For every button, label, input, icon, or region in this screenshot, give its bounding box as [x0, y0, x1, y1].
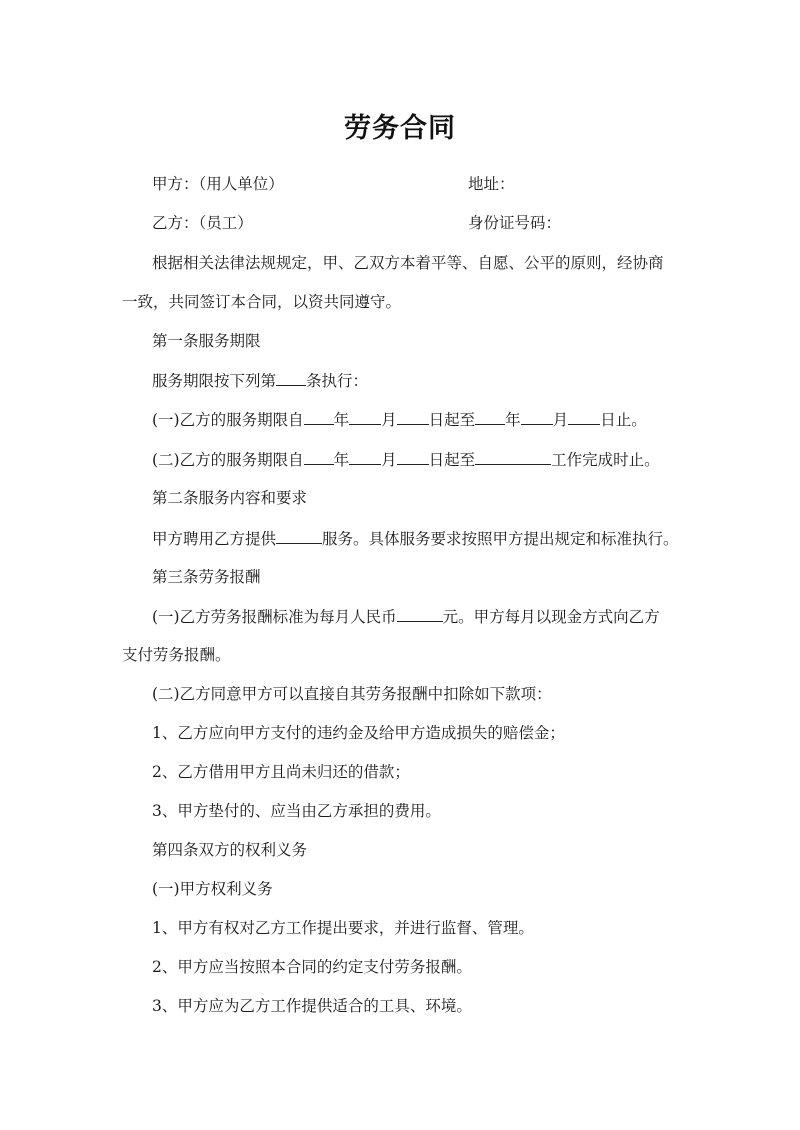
service-content-suffix: 服务。具体服务要求按照甲方提出规定和标准执行。 — [322, 530, 679, 548]
party-a-right-2: 2、甲方应当按照本合同的约定支付劳务报酬。 — [152, 958, 472, 976]
day-from-label: 日起至 — [428, 411, 476, 429]
blank-field — [349, 409, 381, 425]
blank-field — [568, 409, 600, 425]
remuneration-item-2: (二)乙方同意甲方可以直接自其劳务报酬中扣除如下款项： — [152, 685, 552, 703]
intro-paragraph-line1: 根据相关法律法规规定，甲、乙双方本着平等、自愿、公平的原则，经协商 — [152, 254, 664, 272]
remuneration-item-1-line2: 支付劳务报酬。 — [122, 646, 231, 664]
service-term-rule-prefix: 服务期限按下列第 — [152, 372, 277, 390]
service-term-rule-suffix: 条执行： — [306, 372, 369, 390]
id-number-label: 身份证号码： — [468, 214, 562, 232]
option-2-end: 工作完成时止。 — [551, 451, 660, 469]
day-from-label: 日起至 — [428, 451, 476, 469]
service-term-rule — [152, 370, 368, 391]
article-2-heading: 第二条服务内容和要求 — [152, 489, 308, 507]
service-term-option-2 — [152, 449, 660, 470]
service-content-text — [152, 528, 679, 549]
month-label: 月 — [381, 451, 397, 469]
blank-field — [397, 409, 429, 425]
party-b-label: 乙方：（员工） — [152, 214, 253, 232]
service-term-option-1 — [152, 409, 647, 430]
remuneration-item-1 — [152, 606, 660, 627]
blank-field — [349, 449, 381, 465]
party-a-right-1: 1、甲方有权对乙方工作提出要求，并进行监督、管理。 — [152, 919, 534, 937]
party-a-label: 甲方：（用人单位） — [152, 175, 284, 193]
service-content-prefix: 甲方聘用乙方提供 — [152, 530, 277, 548]
blank-field — [276, 528, 322, 544]
article-4-heading: 第四条双方的权利义务 — [152, 841, 308, 859]
blank-field — [276, 370, 306, 386]
intro-paragraph-line2: 一致，共同签订本合同，以资共同遵守。 — [122, 293, 402, 311]
address-label: 地址： — [468, 175, 515, 193]
month-label: 月 — [381, 411, 397, 429]
party-a-rights-heading: (一)甲方权利义务 — [152, 880, 273, 898]
article-3-heading: 第三条劳务报酬 — [152, 568, 261, 586]
blank-field — [397, 449, 429, 465]
blank-field — [521, 409, 553, 425]
remuneration-item-1-suffix: 元。甲方每月以现金方式向乙方 — [442, 608, 660, 626]
month-label: 月 — [552, 411, 569, 429]
blank-field — [475, 409, 505, 425]
day-end-label: 日止。 — [600, 411, 647, 429]
deduction-item-1: 1、乙方应向甲方支付的违约金及给甲方造成损失的赔偿金； — [152, 724, 565, 742]
article-1-heading: 第一条服务期限 — [152, 332, 261, 350]
deduction-item-3: 3、甲方垫付的、应当由乙方承担的费用。 — [152, 802, 441, 820]
remuneration-item-1-prefix: (一)乙方劳务报酬标准为每月人民币 — [152, 608, 397, 626]
blank-field — [304, 409, 334, 425]
blank-field — [397, 606, 443, 622]
year-label: 年 — [333, 451, 350, 469]
deduction-item-2: 2、乙方借用甲方且尚未归还的借款； — [152, 763, 410, 781]
blank-field — [304, 449, 334, 465]
year-label: 年 — [333, 411, 350, 429]
blank-field — [475, 449, 551, 465]
document-title: 劳务合同 — [344, 113, 456, 144]
option-2-prefix: (二)乙方的服务期限自 — [152, 451, 304, 469]
option-1-prefix: (一)乙方的服务期限自 — [152, 411, 304, 429]
party-a-right-3: 3、甲方应为乙方工作提供适合的工具、环境。 — [152, 997, 472, 1015]
year-label: 年 — [505, 411, 521, 429]
